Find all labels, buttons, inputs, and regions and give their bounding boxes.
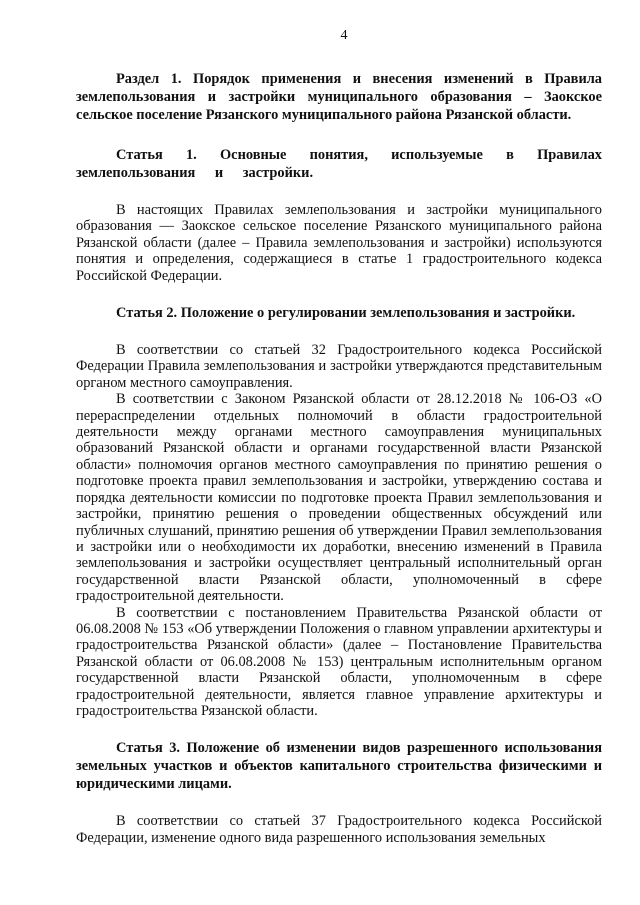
section-1-heading: Раздел 1. Порядок применения и внесения изменений в Правила землепользования и застройки муниципального образования – Заокское сельское поселение Рязанского муниципального района Рязанской области. (76, 71, 602, 123)
article-2-paragraph-2: В соответствии с Законом Рязанской области от 28.12.2018 № 106-ОЗ «О перераспределении отдельных полномочий в области градостроительной деятельности между органами местного самоуправления муниципальных образований Рязанской области и органами государственной власти Рязанской области» полномочия органов местного самоуправления по принятию решения о подготовке проекта правил землепользования и застройки, утверждению состава и порядка деятельности комиссии по подготовке проекта Правил землепользования и застройки, принятию решения о проведении общественных обсуждений или публичных слушаний, принятию решения об утверждении Правил землепользования и застройки или о необходимости их доработки, внесению изменений в Правила землепользования и застройки осуществляет центральный исполнительный орган государственной власти Рязанской области, уполномоченный в сфере градостроительной деятельности. (76, 391, 602, 605)
article-3-paragraph-1: В соответствии со статьей 37 Градостроительного кодекса Российской Федерации, изменение одного вида разрешенного использования земельных (76, 813, 602, 846)
article-3-heading: Статья 3. Положение об изменении видов разрешенного использования земельных участков и объектов капитального строительства физическими и юридическими лицами. (76, 740, 602, 793)
article-1-paragraph-1: В настоящих Правилах землепользования и застройки муниципального образования — Заокское сельское поселение Рязанского муниципального района Рязанской области (далее – Правила землепользования и застройки) используются понятия и определения, содержащиеся в статье 1 градостроительного кодекса Российской Федерации. (76, 202, 602, 284)
article-2-paragraph-3: В соответствии с постановлением Правительства Рязанской области от 06.08.2008 № 153 «Об утверждении Положения о главном управлении архитектуры и градостроительства Рязанской области» (далее – Постановление Правительства Рязанской области от 06.08.2008 № 153) центральным исполнительным органом государственной власти Рязанской области, уполномоченным в сфере градостроительной деятельности, является главное управление архитектуры и градостроительства Рязанской области. (76, 604, 602, 719)
article-2-paragraph-1: В соответствии со статьей 32 Градостроительного кодекса Российской Федерации Правила землепользования и застройки утверждаются представительным органом местного самоуправления. (76, 342, 602, 391)
article-1-heading: Статья 1. Основные понятия, используемые в Правилах землепользования и застройки. (76, 147, 602, 181)
article-2-heading: Статья 2. Положение о регулировании землепользования и застройки. (116, 305, 576, 322)
page-number: 4 (340, 28, 348, 43)
